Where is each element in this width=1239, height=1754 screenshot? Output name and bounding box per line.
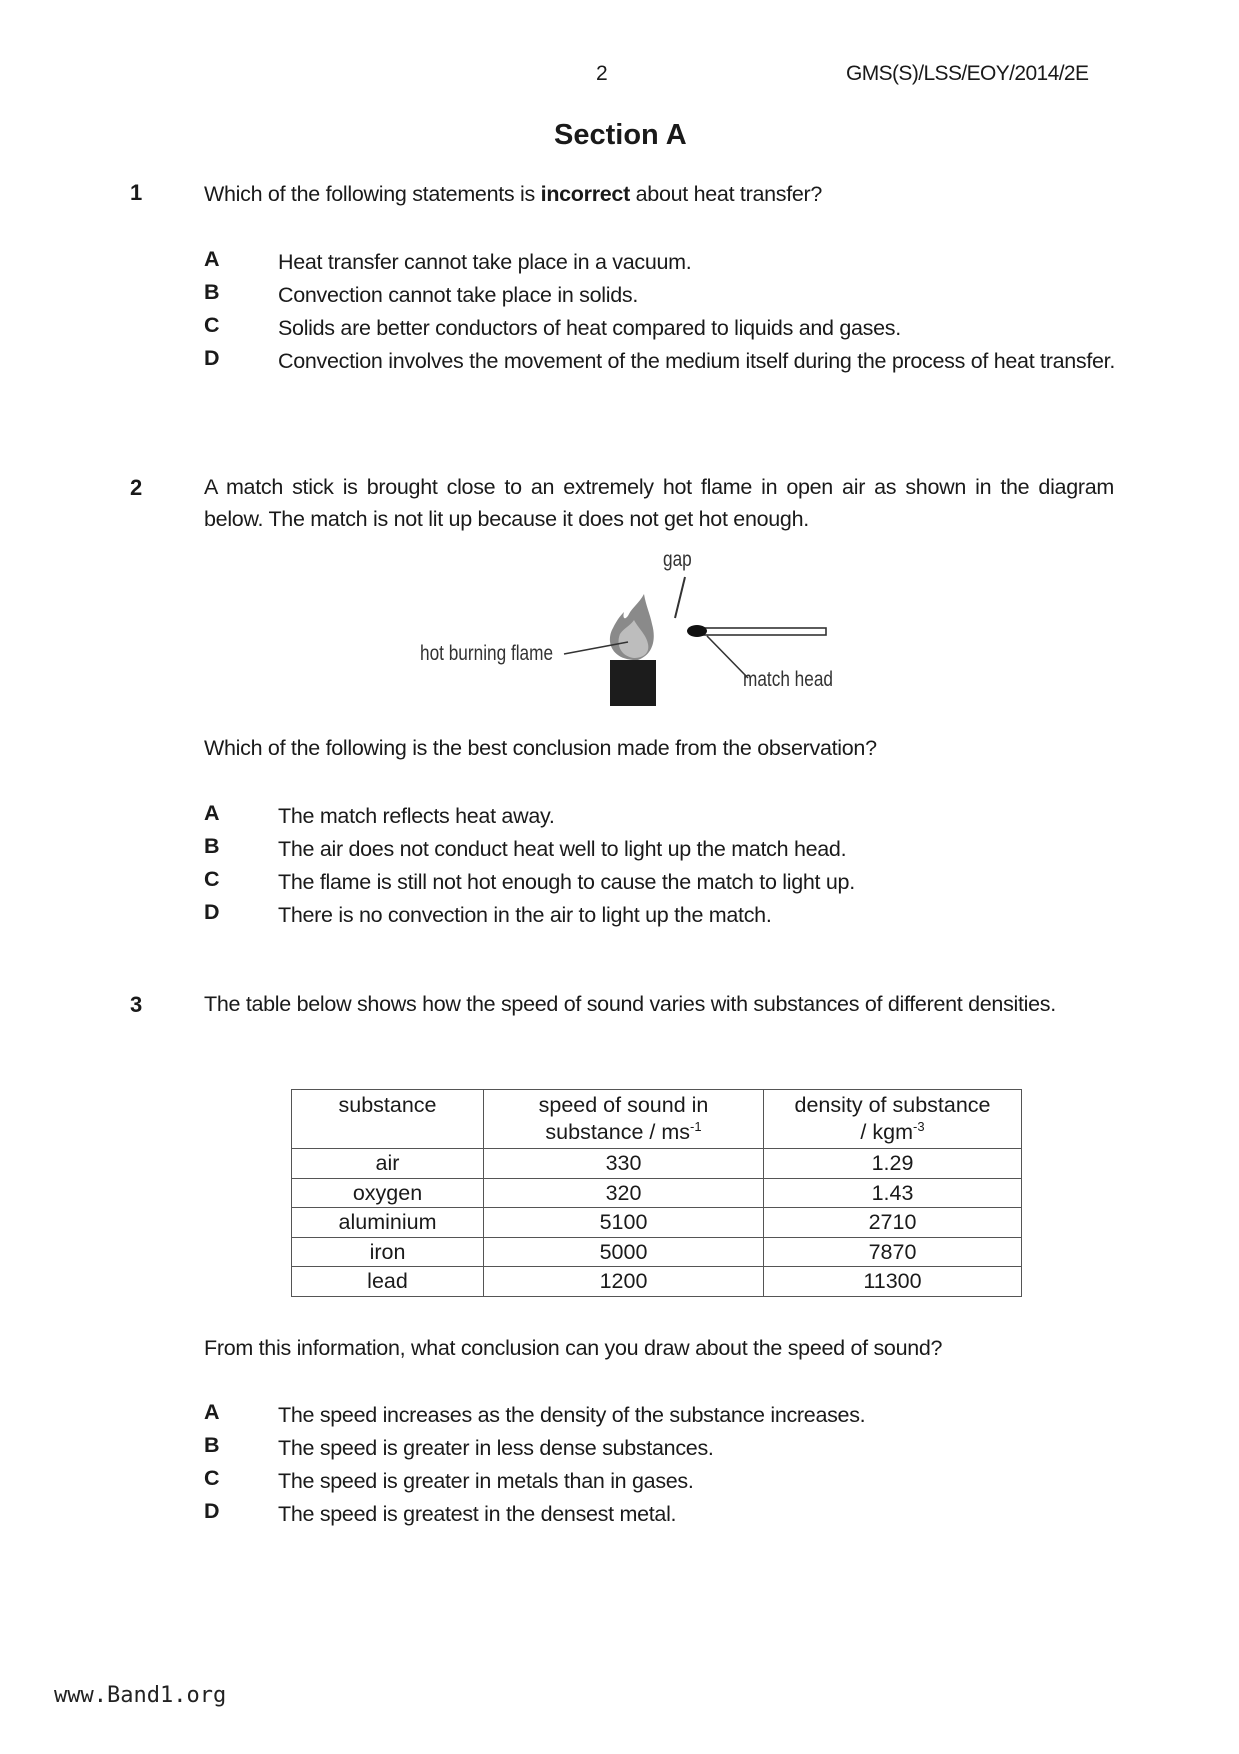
q2-option-b-letter: B: [204, 834, 220, 858]
question-3-prompt: From this information, what conclusion can you draw about the speed of sound?: [204, 1336, 943, 1360]
header-unit: / kgm: [860, 1120, 913, 1144]
cell-speed: 5000: [484, 1237, 764, 1267]
question-1-stem: [204, 178, 1114, 210]
q2-option-c-letter: C: [204, 867, 220, 891]
q1-option-b-text: Convection cannot take place in solids.: [278, 283, 638, 307]
match-head-icon: [687, 625, 707, 637]
table-row: [292, 1208, 1022, 1238]
cell-speed: 1200: [484, 1267, 764, 1297]
header-speed: [484, 1090, 764, 1149]
flame-label: hot burning flame: [420, 642, 554, 665]
unit-exponent: -1: [690, 1118, 702, 1134]
cell-density: 1.43: [764, 1178, 1022, 1208]
table-row: [292, 1149, 1022, 1179]
gap-label: gap: [663, 548, 692, 571]
q3-option-b-letter: B: [204, 1433, 220, 1457]
q1-option-c-text: Solids are better conductors of heat compared to liquids and gases.: [278, 316, 901, 340]
cell-density: 2710: [764, 1208, 1022, 1238]
question-2-stem: A match stick is brought close to an extremely hot flame in open air as shown in the diagram below. The match is not lit up because it does not get hot enough.: [204, 475, 1114, 531]
q3-option-c-letter: C: [204, 1466, 220, 1490]
header-density: [764, 1090, 1022, 1149]
q3-option-c-text: The speed is greater in metals than in gases.: [278, 1469, 694, 1493]
q1-option-d-text: Convection involves the movement of the medium itself during the process of heat transfer.: [278, 349, 1116, 373]
table-row: [292, 1237, 1022, 1267]
cell-speed: 320: [484, 1178, 764, 1208]
q1-option-b-letter: B: [204, 280, 220, 304]
q3-option-d-letter: D: [204, 1499, 220, 1523]
cell-substance: lead: [292, 1267, 484, 1297]
q2-option-b-text: The air does not conduct heat well to light up the match head.: [278, 837, 847, 861]
unit-exponent: -3: [913, 1118, 925, 1134]
table-header-row: [292, 1090, 1022, 1149]
page-number: 2: [596, 62, 608, 85]
header-text: substance: [338, 1093, 437, 1117]
header-text: density of substance: [794, 1093, 991, 1117]
match-head-label: match head: [743, 668, 833, 691]
document-code: GMS(S)/LSS/EOY/2014/2E: [846, 62, 1089, 85]
burner-block-icon: [610, 660, 656, 706]
q1-option-c-letter: C: [204, 313, 220, 337]
cell-density: 11300: [764, 1267, 1022, 1297]
stem-emphasis: incorrect: [540, 182, 630, 206]
cell-substance: oxygen: [292, 1178, 484, 1208]
header-text: speed of sound in: [538, 1093, 709, 1117]
question-3-stem: The table below shows how the speed of sound varies with substances of different densities.: [204, 992, 1056, 1016]
q2-option-c-text: The flame is still not hot enough to cause the match to light up.: [278, 870, 855, 894]
cell-substance: iron: [292, 1237, 484, 1267]
question-1-number: 1: [130, 180, 143, 205]
question-2-prompt: Which of the following is the best conclusion made from the observation?: [204, 736, 877, 760]
cell-density: 7870: [764, 1237, 1022, 1267]
q1-option-a-letter: A: [204, 247, 220, 271]
header-unit: substance / ms: [545, 1120, 691, 1144]
cell-density: 1.29: [764, 1149, 1022, 1179]
cell-substance: air: [292, 1149, 484, 1179]
question-2-number: 2: [130, 475, 143, 500]
footer-watermark: www.Band1.org: [54, 1683, 227, 1708]
cell-substance: aluminium: [292, 1208, 484, 1238]
q1-option-d-letter: D: [204, 346, 220, 370]
question-3-number: 3: [130, 992, 143, 1017]
cell-speed: 5100: [484, 1208, 764, 1238]
cell-speed: 330: [484, 1149, 764, 1179]
header-substance: [292, 1090, 484, 1149]
q2-option-d-text: There is no convection in the air to light up the match.: [278, 903, 772, 927]
speed-of-sound-table: [291, 1089, 1022, 1297]
q2-option-a-letter: A: [204, 801, 220, 825]
q1-option-a-text: Heat transfer cannot take place in a vacuum.: [278, 250, 692, 274]
stem-text: about heat transfer?: [629, 182, 823, 206]
q3-option-a-text: The speed increases as the density of the substance increases.: [278, 1403, 866, 1427]
match-flame-diagram: [410, 550, 880, 710]
section-title: Section A: [554, 119, 687, 151]
q2-option-d-letter: D: [204, 900, 220, 924]
match-stick-icon: [702, 628, 826, 635]
q3-option-d-text: The speed is greatest in the densest metal.: [278, 1502, 677, 1526]
q3-option-b-text: The speed is greater in less dense substances.: [278, 1436, 714, 1460]
table-row: [292, 1267, 1022, 1297]
q3-option-a-letter: A: [204, 1400, 220, 1424]
q2-option-a-text: The match reflects heat away.: [278, 804, 555, 828]
table-row: [292, 1178, 1022, 1208]
stem-text: Which of the following statements is: [204, 182, 541, 206]
